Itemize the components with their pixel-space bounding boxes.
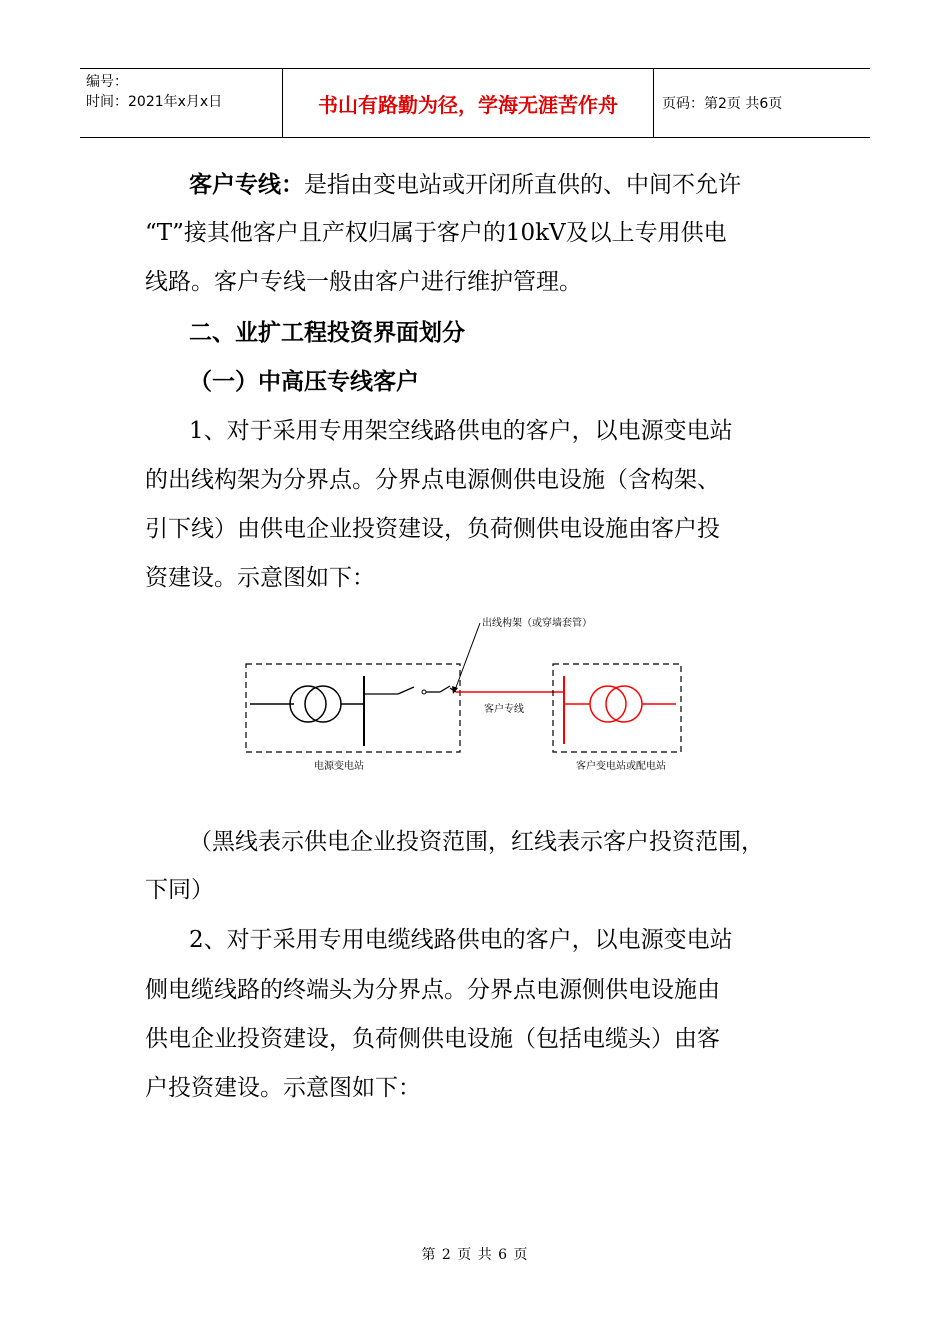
page-header <box>80 68 870 138</box>
customer-station-box <box>553 664 681 752</box>
note-line1: （黑线表示供电企业投资范围，红线表示客户投资范围， <box>189 829 764 855</box>
outlet-frame-label: 出线构架（或穿墙套管） <box>482 618 592 629</box>
number-label: 编号： <box>86 74 128 90</box>
supply-boundary-diagram <box>238 608 698 778</box>
item1-line2: 的出线构架为分界点。分界点电源侧供电设施（含构架、 <box>145 467 720 493</box>
definition-paragraph-line1 <box>145 160 810 210</box>
motto: 书山有路勤为径，学海无涯苦作舟 <box>282 69 654 137</box>
source-transformer-coil-1 <box>290 686 326 722</box>
source-station-box <box>246 664 460 752</box>
definition-term: 客户专线： <box>189 171 304 198</box>
date-label: 时间：2021年x月x日 <box>86 94 223 110</box>
item2-line2: 侧电缆线路的终端头为分界点。分界点电源侧供电设施由 <box>145 977 720 1003</box>
outlet-frame-arrow <box>452 686 458 694</box>
source-transformer-coil-2 <box>305 686 341 722</box>
page-footer: 第 2 页 共 6 页 <box>421 1247 529 1263</box>
subsection1-title: （一）中高压专线客户 <box>189 368 419 395</box>
definition-paragraph-line2: “T”接其他客户且产权归属于客户的10kV及以上专用供电 <box>145 220 727 246</box>
item2-line1: 2、对于采用专用电缆线路供电的客户，以电源变电站 <box>189 927 733 953</box>
page-info: 页码：第2页 共6页 <box>662 96 783 112</box>
item2-line3: 供电企业投资建设，负荷侧供电设施（包括电缆头）由客 <box>145 1026 720 1052</box>
definition-paragraph-line3: 线路。客户专线一般由客户进行维护管理。 <box>145 269 582 295</box>
item1-line3: 引下线）由供电企业投资建设，负荷侧供电设施由客户投 <box>145 516 720 542</box>
definition-text: 是指由变电站或开闭所直供的、中间不允许 <box>304 172 741 198</box>
customer-transformer-coil-1 <box>590 686 626 722</box>
source-station-label: 电源变电站 <box>314 761 364 772</box>
item2-line4: 户投资建设。示意图如下： <box>145 1075 421 1101</box>
item1-line1: 1、对于采用专用架空线路供电的客户，以电源变电站 <box>189 418 733 444</box>
customer-station-label: 客户变电站或配电站 <box>576 761 666 772</box>
customer-line-label: 客户专线 <box>484 704 524 715</box>
item1-line4: 资建设。示意图如下： <box>145 565 375 591</box>
note-line2: 下同） <box>145 877 214 903</box>
switch-blade <box>398 687 414 694</box>
switch-contact <box>422 690 426 694</box>
switch-blade-2 <box>440 686 450 692</box>
section2-title: 二、业扩工程投资界面划分 <box>189 319 465 346</box>
header-left-cell <box>80 69 282 137</box>
customer-transformer-coil-2 <box>606 686 642 722</box>
outlet-frame-leader <box>455 623 480 690</box>
